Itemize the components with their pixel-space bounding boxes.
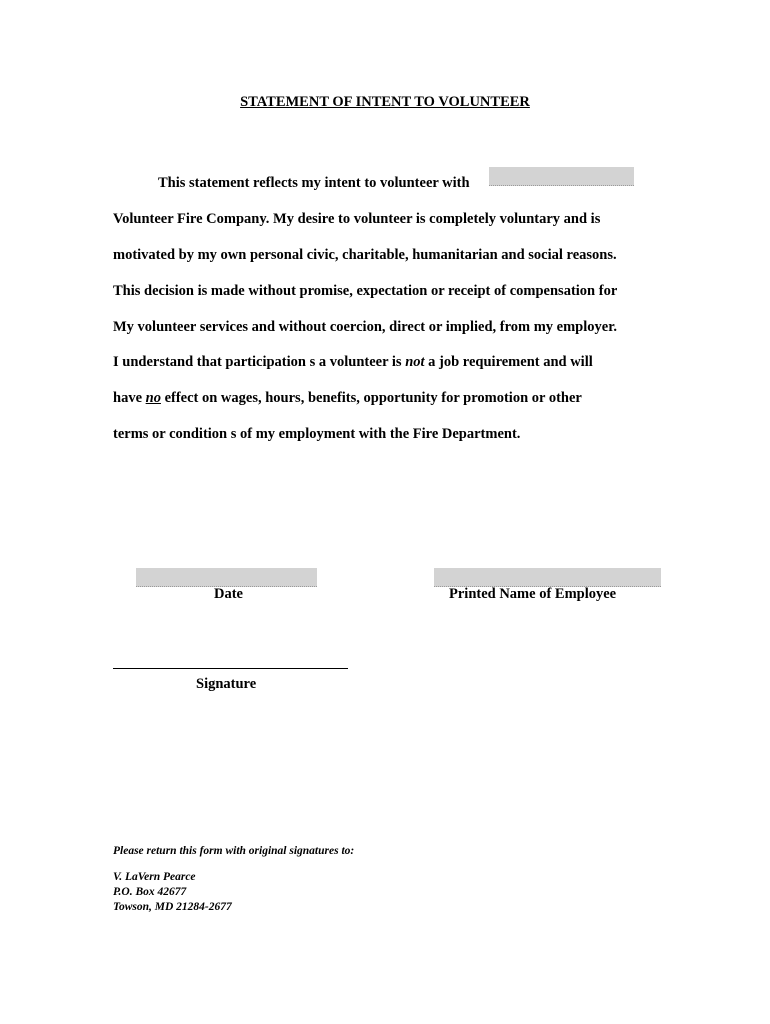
body-line-4: This decision is made without promise, expectation or receipt of compensation for (113, 283, 618, 299)
return-instruction: Please return this form with original signatures to: (113, 845, 355, 857)
emphasis-not: not (405, 354, 425, 370)
body-line-7-start: have (113, 390, 146, 406)
printed-name-field[interactable] (434, 568, 661, 587)
body-line-6-end: a job requirement and will (424, 354, 593, 370)
body-line-2: Volunteer Fire Company. My desire to volunteer is completely voluntary and is (113, 211, 601, 227)
signature-line[interactable] (113, 668, 348, 669)
return-po-box: P.O. Box 42677 (113, 886, 187, 898)
date-field[interactable] (136, 568, 317, 587)
date-label: Date (214, 586, 243, 602)
fire-company-name-field[interactable] (489, 167, 634, 186)
body-line-8: terms or condition s of my employment with the Fire Department. (113, 426, 521, 442)
return-name: V. LaVern Pearce (113, 871, 196, 883)
printed-name-label: Printed Name of Employee (449, 586, 617, 602)
body-line-7 (113, 390, 582, 407)
body-line-3: motivated by my own personal civic, charitable, humanitarian and social reasons. (113, 247, 617, 263)
body-line-6-start: I understand that participation s a volunteer is (113, 354, 406, 370)
return-city: Towson, MD 21284-2677 (113, 901, 232, 913)
body-line-7-end: effect on wages, hours, benefits, opportunity for promotion or other (160, 390, 582, 406)
signature-label: Signature (196, 676, 257, 692)
body-line-6 (113, 354, 593, 371)
document-title: STATEMENT OF INTENT TO VOLUNTEER (240, 94, 530, 110)
emphasis-no: no (145, 390, 161, 406)
body-line-1: This statement reflects my intent to volunteer with (158, 175, 470, 191)
body-line-5: My volunteer services and without coercion, direct or implied, from my employer. (113, 319, 617, 335)
